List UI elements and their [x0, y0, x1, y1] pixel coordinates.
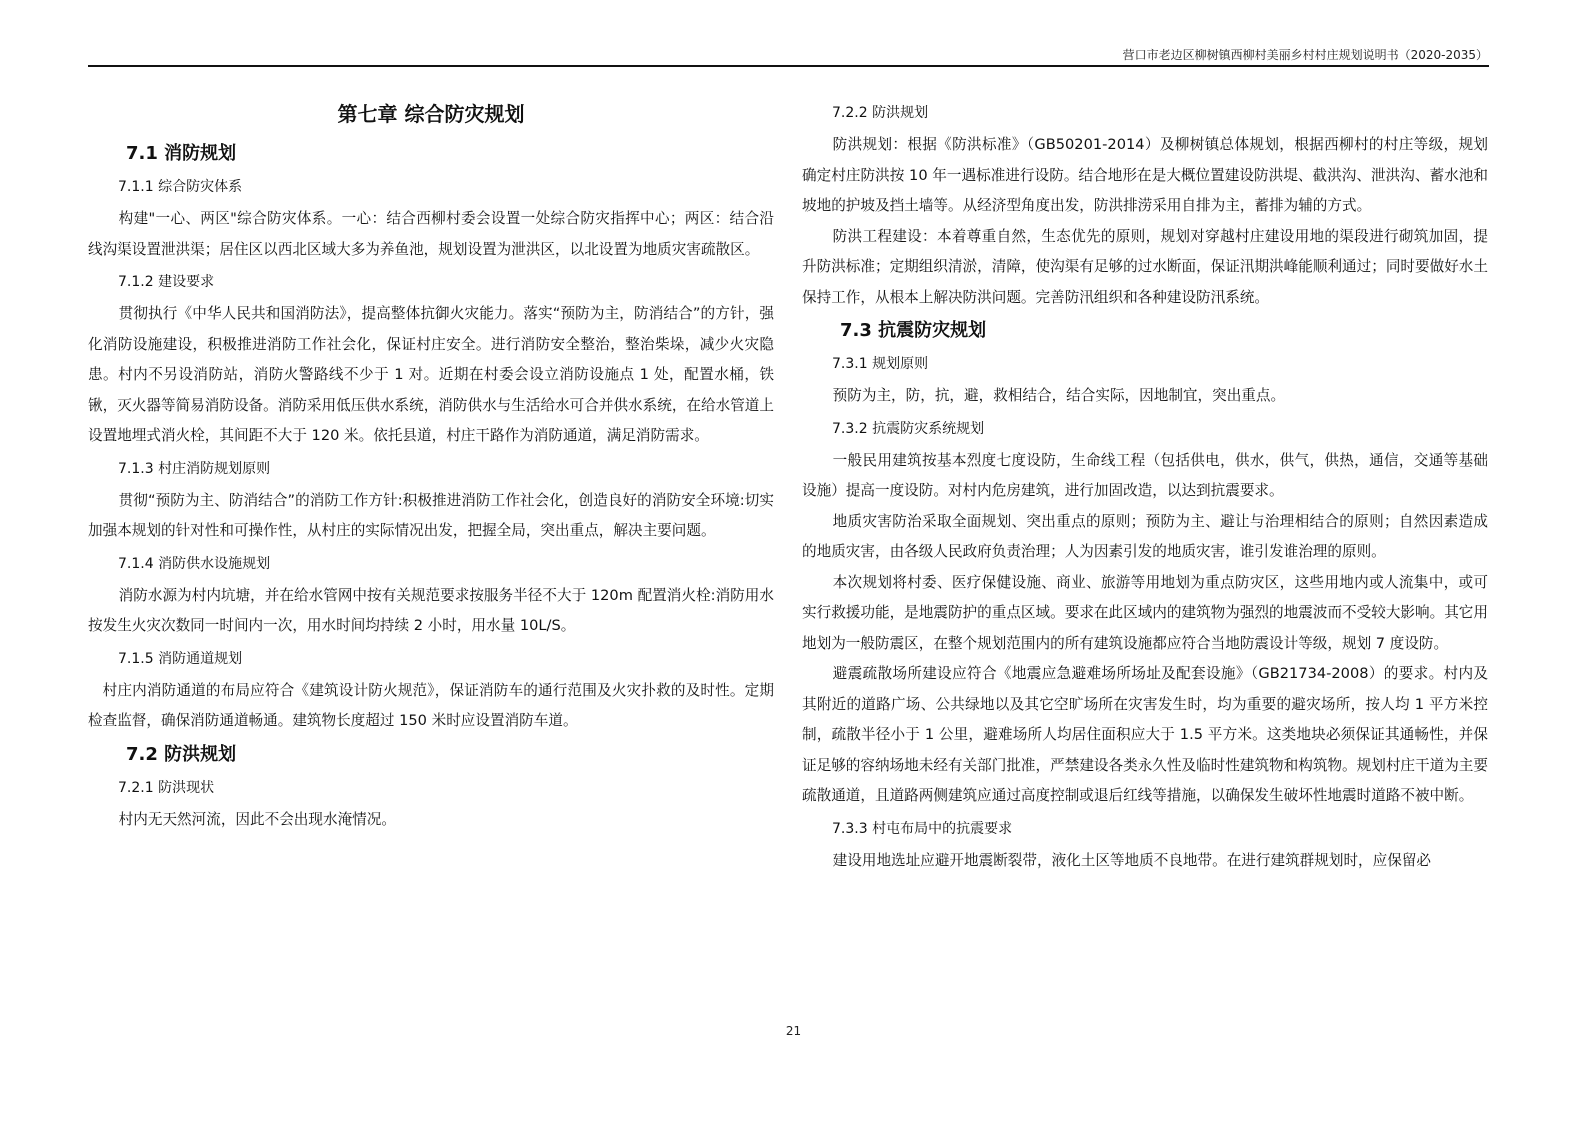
section-7-3-2-paragraph-3: 本次规划将村委、医疗保健设施、商业、旅游等用地划为重点防灾区，这些用地内或人流集中，或可实行救援功能，是地震防护的重点区域。要求在此区域内的建筑物为强烈的地震波而不受较大影响。其它用地划为一般防震区，在整个规划范围内的所有建筑设施都应符合当地防震设计等级，规划 7 度设防。	[802, 573, 1488, 652]
section-7-2-2-paragraph-2: 防洪工程建设：本着尊重自然，生态优先的原则，规划对穿越村庄建设用地的渠段进行砌筑加固，提升防洪标准；定期组织清淤，清障，使沟渠有足够的过水断面，保证汛期洪峰能顺利通过；同时要做好水土保持工作，从根本上解决防洪问题。完善防汛组织和各种建设防汛系统。	[802, 227, 1488, 306]
section-7-3-2-paragraph-2: 地质灾害防治采取全面规划、突出重点的原则；预防为主、避让与治理相结合的原则；自然因素造成的地质灾害，由各级人民政府负责治理；人为因素引发的地质灾害，谁引发谁治理的原则。	[802, 512, 1488, 560]
left-column	[88, 96, 774, 835]
section-7-3-3-heading: 7.3.3 村屯布局中的抗震要求	[832, 820, 1013, 837]
section-7-1-4-paragraph: 消防水源为村内坑塘，并在给水管网中按有关规范要求按服务半径不大于 120m 配置消火栓:消防用水按发生火灾次数同一时间内一次，用水时间均持续 2 小时，用水量 10L/S。	[88, 586, 774, 634]
section-7-1-3-heading: 7.1.3 村庄消防规划原则	[118, 460, 271, 477]
section-7-2-2-paragraph-1: 防洪规划：根据《防洪标准》（GB50201-2014）及柳树镇总体规划，根据西柳村的村庄等级，规划确定村庄防洪按 10 年一遇标准进行设防。结合地形在是大概位置建设防洪堤、截洪沟、泄洪沟、蓄水池和坡地的护坡及挡土墙等。从经济型角度出发，防洪排涝采用自排为主，蓄排为辅的方式。	[802, 136, 1488, 214]
page-number: 21	[785, 1024, 802, 1038]
section-7-3-2-paragraph-1: 一般民用建筑按基本烈度七度设防，生命线工程（包括供电，供水，供气，供热，通信，交通等基础设施）提高一度设防。对村内危房建筑，进行加固改造，以达到抗震要求。	[802, 451, 1488, 499]
section-7-3-3-paragraph: 建设用地选址应避开地震断裂带，液化土区等地质不良地带。在进行建筑群规划时，应保留必	[832, 851, 1432, 869]
section-7-1-2-heading: 7.1.2 建设要求	[118, 274, 215, 290]
section-7-2-2-heading: 7.2.2 防洪规划	[832, 105, 929, 121]
right-column	[802, 96, 1488, 876]
section-7-3-heading: 7.3 抗震防灾规划	[840, 320, 987, 341]
section-7-1-1-paragraph: 构建"一心、两区"综合防灾体系。一心：结合西柳村委会设置一处综合防灾指挥中心；两区：结合沿线沟渠设置泄洪渠；居住区以西北区域大多为养鱼池，规划设置为泄洪区，以北设置为地质灾害疏散区。	[88, 210, 774, 258]
chapter-title: 第七章 综合防灾规划	[337, 102, 525, 126]
section-7-3-2-heading: 7.3.2 抗震防灾系统规划	[832, 420, 985, 437]
section-7-3-1-paragraph: 预防为主，防，抗，避，救相结合，结合实际，因地制宜，突出重点。	[832, 387, 1286, 404]
section-7-1-3-paragraph: 贯彻“预防为主、防消结合”的消防工作方针:积极推进消防工作社会化，创造良好的消防安全环境:切实加强本规划的针对性和可操作性，从村庄的实际情况出发，把握全局，突出重点，解决主要问题。	[88, 491, 774, 539]
section-7-1-4-heading: 7.1.4 消防供水设施规划	[118, 555, 271, 572]
section-7-2-1-heading: 7.2.1 防洪现状	[118, 779, 215, 796]
header-divider	[88, 65, 1489, 67]
section-7-3-1-heading: 7.3.1 规划原则	[832, 356, 929, 372]
section-7-1-2-paragraph: 贯彻执行《中华人民共和国消防法》，提高整体抗御火灾能力。落实“预防为主，防消结合”的方针，强化消防设施建设，积极推进消防工作社会化，保证村庄安全。进行消防安全整治，整治柴垛，减少火灾隐患。村内不另设消防站，消防火警路线不少于 1 对。近期在村委会设立消防设施点 1 处，配置水桶，铁锹，灭火器等简易消防设备。消防采用低压供水系统，消防供水与生活给水可合并供水系统，在给水管道上设置地埋式消火栓，其间距不大于 120 米。依托县道，村庄干路作为消防通道，满足消防需求。	[88, 305, 774, 444]
section-7-1-heading: 7.1 消防规划	[126, 143, 237, 164]
section-7-1-5-heading: 7.1.5 消防通道规划	[118, 650, 243, 667]
page-header: 营口市老边区柳树镇西柳村美丽乡村村庄规划说明书（2020-2035）	[1122, 48, 1488, 62]
section-7-1-5-paragraph: 村庄内消防通道的布局应符合《建筑设计防火规范》，保证消防车的通行范围及火灾扑救的及时性。定期检查监督，确保消防通道畅通。建筑物长度超过 150 米时应设置消防车道。	[88, 681, 774, 729]
section-7-1-1-heading: 7.1.1 综合防灾体系	[118, 179, 243, 195]
section-7-2-1-paragraph: 村内无天然河流，因此不会出现水淹情况。	[118, 810, 396, 828]
section-7-2-heading: 7.2 防洪规划	[126, 743, 237, 765]
section-7-3-2-paragraph-4: 避震疏散场所建设应符合《地震应急避难场所场址及配套设施》（GB21734-2008）的要求。村内及其附近的道路广场、公共绿地以及其它空旷场所在灾害发生时，均为重要的避灾场所，按人均 1 平方米控制，疏散半径小于 1 公里，避难场所人均居住面积应大于 1.5 平方米。这类地块必须保证其通畅性，并保证足够的容纳场地未经有关部门批准，严禁建设各类永久性及临时性建筑物和构筑物。规划村庄干道为主要疏散通道，且道路两侧建筑应通过高度控制或退后红线等措施，以确保发生破坏性地震时道路不被中断。	[802, 665, 1488, 804]
